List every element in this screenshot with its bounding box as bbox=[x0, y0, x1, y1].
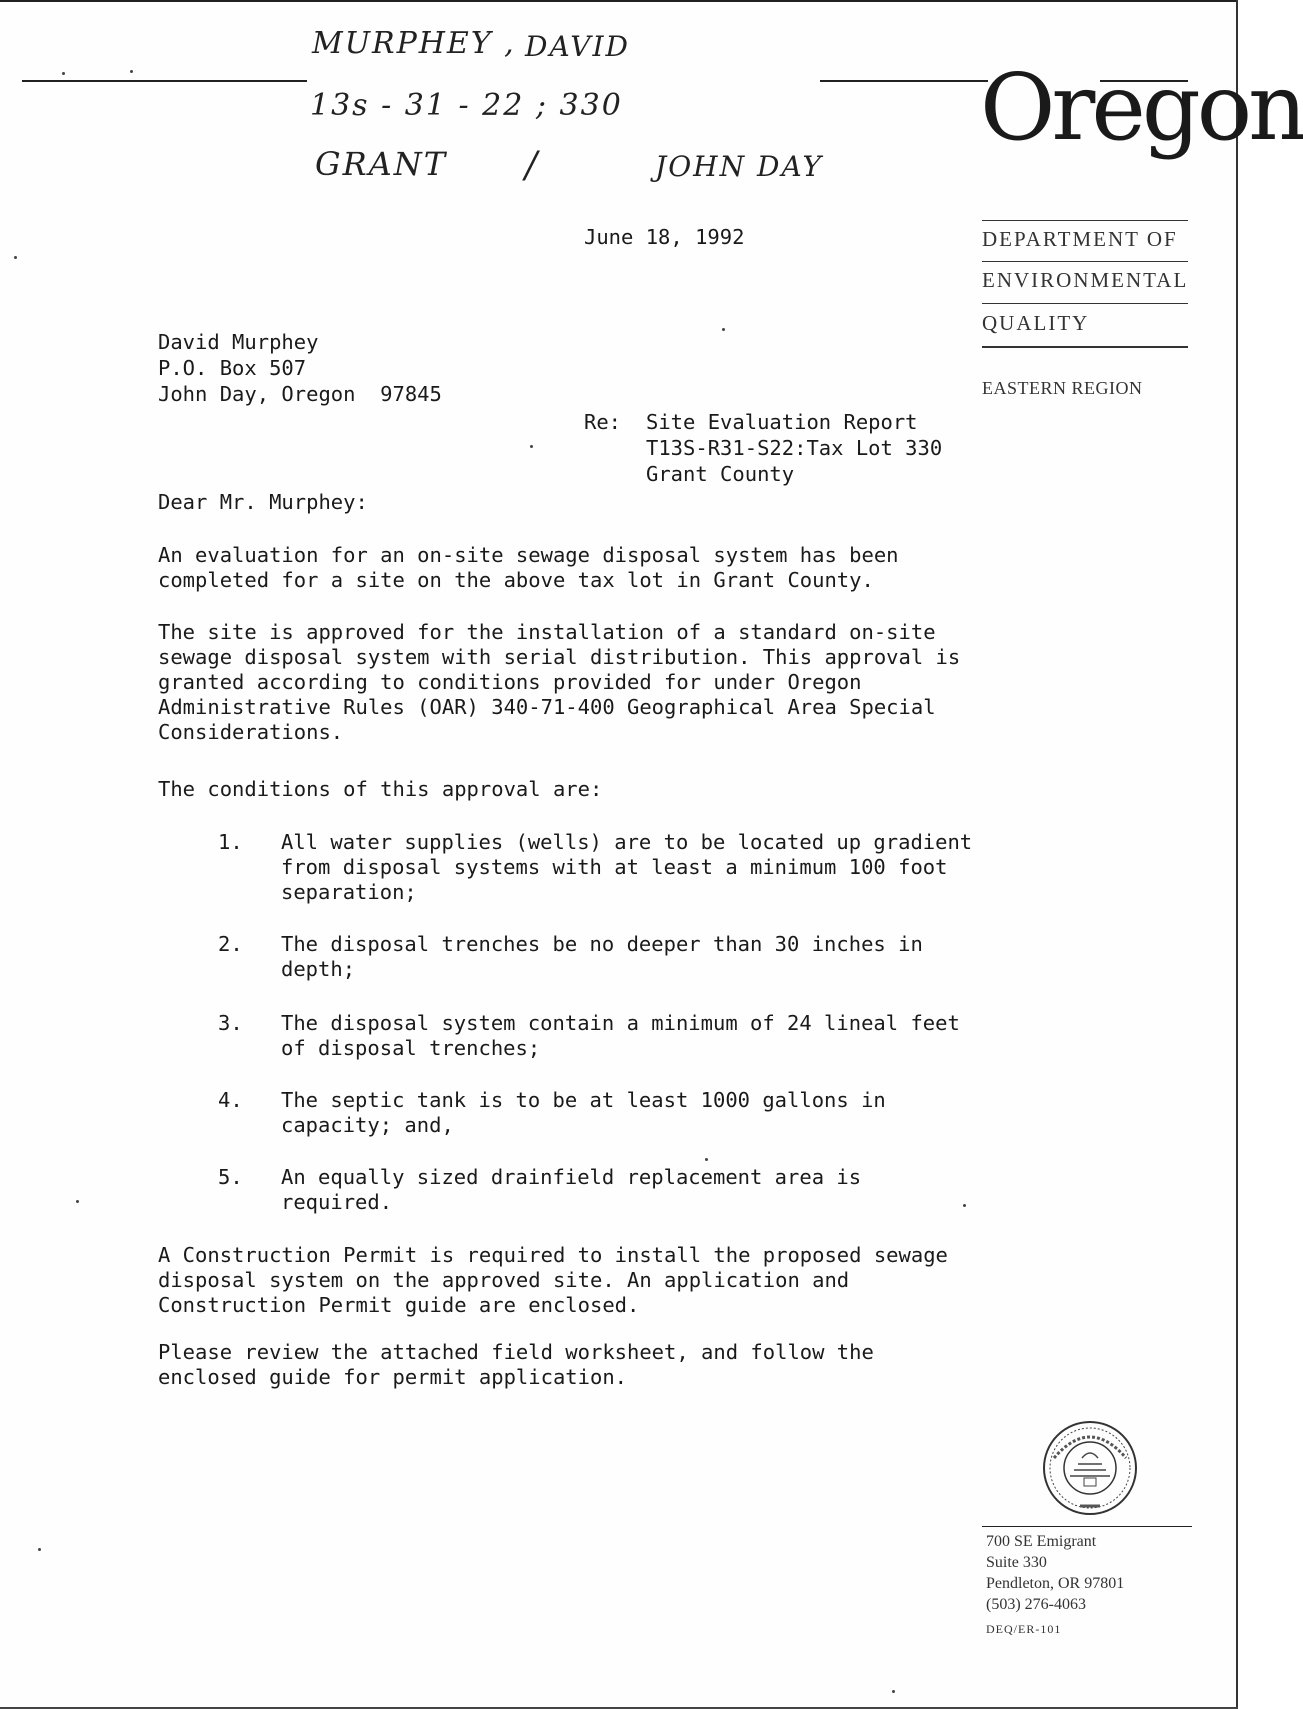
scan-speck bbox=[38, 1548, 41, 1551]
agency-line-1: DEPARTMENT OF bbox=[982, 227, 1178, 251]
footer-form-code: DEQ/ER-101 bbox=[986, 1622, 1062, 1636]
footer-rule bbox=[982, 1526, 1192, 1527]
scan-speck bbox=[62, 72, 65, 75]
paragraph-review bbox=[158, 1340, 968, 1390]
scan-speck bbox=[705, 1158, 708, 1161]
letterhead-rule-left bbox=[22, 80, 307, 82]
agency-rule-3 bbox=[982, 303, 1188, 304]
handwritten-city: JOHN DAY bbox=[655, 150, 824, 183]
agency-line-2: ENVIRONMENTAL bbox=[982, 268, 1189, 292]
salutation: Dear Mr. Murphey: bbox=[158, 490, 368, 514]
footer-address-line-2: Suite 330 bbox=[986, 1554, 1047, 1571]
condition-text: All water supplies (wells) are to be located up gradient from disposal systems with at least a minimum 100 foot separation; bbox=[281, 830, 973, 904]
scan-speck bbox=[530, 445, 533, 448]
re-line-2: T13S-R31-S22:Tax Lot 330 bbox=[646, 436, 943, 460]
handwritten-tax-lot: 13s - 31 - 22 ; 330 bbox=[310, 88, 623, 123]
paragraph-approval-text: The site is approved for the installation of a standard on-site sewage disposal system with serial distribution. This approval is granted according to conditions provided for under Oregon Administrative Rules (OAR) 340-71-400 Geographical Area Special Considerations. bbox=[158, 620, 961, 744]
footer-address bbox=[986, 1531, 1124, 1640]
paragraph-review-text: Please review the attached field worksheet, and follow the enclosed guide for permit application. bbox=[158, 1340, 874, 1389]
agency-line-3: QUALITY bbox=[982, 311, 1090, 335]
footer-address-line-3: Pendleton, OR 97801 bbox=[986, 1575, 1125, 1592]
handwritten-surname: MURPHEY , bbox=[312, 26, 516, 61]
handwritten-slash: / bbox=[525, 145, 540, 186]
recipient-box: P.O. Box 507 bbox=[158, 356, 307, 380]
scan-speck bbox=[892, 1690, 895, 1693]
condition-number: 5. bbox=[218, 1165, 243, 1189]
condition-text: The disposal trenches be no deeper than 30 inches in depth; bbox=[281, 932, 923, 981]
condition-text: The septic tank is to be at least 1000 gallons in capacity; and, bbox=[281, 1088, 886, 1137]
agency-rule-4 bbox=[982, 346, 1188, 348]
condition-number: 1. bbox=[218, 830, 243, 854]
scan-speck bbox=[76, 1200, 79, 1203]
re-line-3: Grant County bbox=[646, 462, 795, 486]
agency-region: EASTERN REGION bbox=[982, 378, 1143, 398]
handwritten-firstname: DAVID bbox=[525, 30, 631, 63]
paragraph-permit-text: A Construction Permit is required to install the proposed sewage disposal system on the approved site. An application and Construction Permit guide are enclosed. bbox=[158, 1243, 948, 1317]
paragraph-evaluation bbox=[158, 543, 918, 593]
state-seal-icon bbox=[1040, 1418, 1140, 1518]
paragraph-approval bbox=[158, 620, 988, 745]
paragraph-permit bbox=[158, 1243, 958, 1318]
condition-number: 4. bbox=[218, 1088, 243, 1112]
conditions-intro: The conditions of this approval are: bbox=[158, 777, 603, 801]
agency-rule-2 bbox=[982, 261, 1188, 262]
condition-text: An equally sized drainfield replacement area is required. bbox=[281, 1165, 862, 1214]
footer-address-line-1: 700 SE Emigrant bbox=[986, 1533, 1097, 1550]
scan-speck bbox=[963, 1204, 966, 1207]
footer-phone: (503) 276-4063 bbox=[986, 1596, 1086, 1613]
letterhead-rule-right bbox=[820, 80, 988, 82]
re-line-1: Site Evaluation Report bbox=[646, 410, 918, 434]
page-border-top bbox=[0, 0, 1238, 2]
recipient-name: David Murphey bbox=[158, 330, 319, 354]
scan-speck bbox=[14, 256, 17, 259]
page-border-right bbox=[1236, 0, 1238, 1709]
scan-speck bbox=[130, 70, 133, 73]
handwritten-county: GRANT bbox=[315, 145, 448, 183]
re-label: Re: bbox=[584, 410, 622, 434]
recipient-city: John Day, Oregon 97845 bbox=[158, 382, 442, 406]
condition-number: 2. bbox=[218, 932, 243, 956]
condition-number: 3. bbox=[218, 1011, 243, 1035]
scan-speck bbox=[722, 328, 725, 331]
agency-rule-1 bbox=[982, 220, 1188, 221]
oregon-logo: Oregon bbox=[980, 54, 1303, 161]
letter-date: June 18, 1992 bbox=[584, 225, 745, 249]
condition-text: The disposal system contain a minimum of 24 lineal feet of disposal trenches; bbox=[281, 1011, 960, 1060]
paragraph-evaluation-text: An evaluation for an on-site sewage disposal system has been completed for a site on the above tax lot in Grant County. bbox=[158, 543, 899, 592]
